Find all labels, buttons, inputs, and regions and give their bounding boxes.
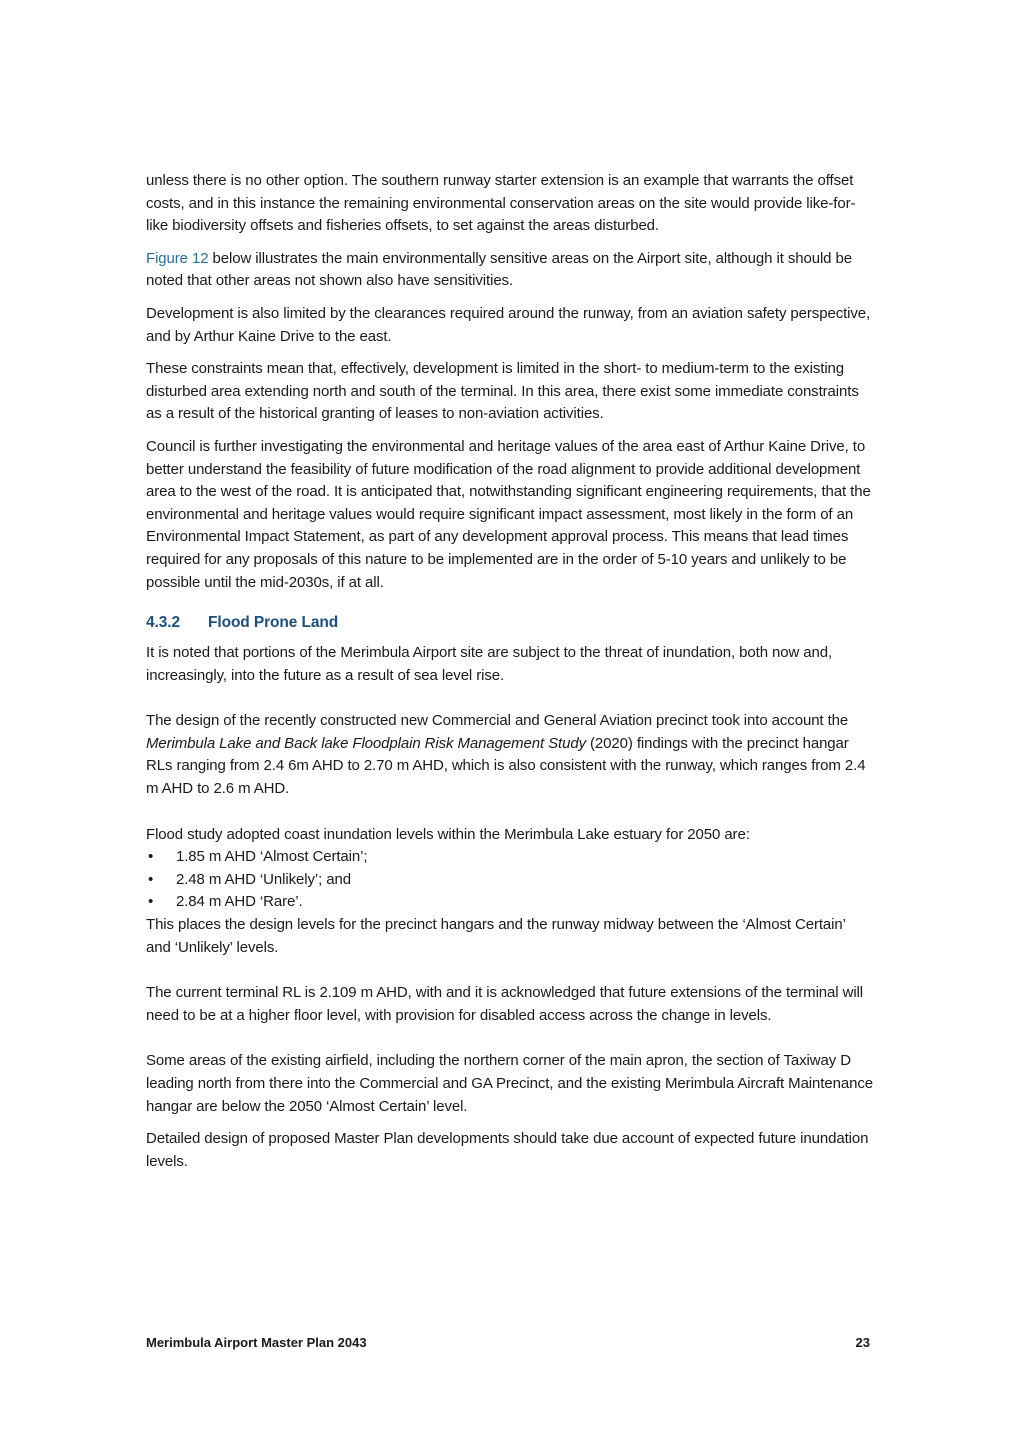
paragraph-detailed-design: Detailed design of proposed Master Plan developments should take due account of expected future inundation levels. <box>146 1130 869 1170</box>
footer-document-title: Merimbula Airport Master Plan 2043 <box>146 1335 367 1350</box>
page-footer <box>146 1335 870 1350</box>
paragraph-terminal-rl: The current terminal RL is 2.109 m AHD, with and it is acknowledged that future extensions of the terminal will need to be at a higher floor level, with provision for disabled access across the change in levels. <box>146 984 864 1024</box>
precinct-design-text-a: The design of the recently constructed new Commercial and General Aviation precinct took into account the <box>146 712 849 730</box>
paragraph-figure-reference <box>146 248 874 293</box>
figure-reference-text: below illustrates the main environmentally sensitive areas on the Airport site, although it should be noted that other areas not shown also have sensitivities. <box>146 249 852 290</box>
section-heading-flood-prone-land <box>146 612 874 634</box>
section-title: Flood Prone Land <box>208 614 339 632</box>
paragraph-inundation-levels-intro: Flood study adopted coast inundation levels within the Merimbula Lake estuary for 2050 are: <box>146 825 750 843</box>
paragraph-council-investigation: Council is further investigating the environmental and heritage values of the area east of Arthur Kaine Drive, to better understand the feasibility of future modification of the road alignment to provide additional development area to the west of the road. It is anticipated that, notwithstanding significant engineering requirements, that the environmental and heritage values would require significant impact assessment, most likely in the form of an Environmental Impact Statement, as part of any development approval process. This means that lead times required for any proposals of this nature to be implemented are in the order of 5-10 years and unlikely to be possible until the mid-2030s, if at all. <box>146 437 871 591</box>
paragraph-inundation-threat: It is noted that portions of the Merimbula Airport site are subject to the threat of inundation, both now and, increasingly, into the future as a result of sea level rise. <box>146 644 833 684</box>
paragraph-offset-costs: unless there is no other option. The southern runway starter extension is an example that warrants the offset costs, and in this instance the remaining environmental conservation areas on the site would provide like-for-like biodiversity offsets and fisheries offsets, to set against the areas disturbed. <box>146 172 856 235</box>
list-item: • 1.85 m AHD ‘Almost Certain’; <box>146 846 874 869</box>
inundation-levels-list <box>146 846 874 914</box>
footer-page-number: 23 <box>855 1335 870 1350</box>
list-item: • 2.48 m AHD ‘Unlikely’; and <box>146 869 874 892</box>
paragraph-constraints: These constraints mean that, effectively, development is limited in the short- to medium-term to the existing disturbed area extending north and south of the terminal. In this area, there exist some immediate constraints as a result of the historical granting of leases to non-aviation activities. <box>146 360 859 423</box>
figure-12-link[interactable]: Figure 12 <box>146 249 209 267</box>
list-item: • 2.84 m AHD ‘Rare’. <box>146 891 874 914</box>
paragraph-design-levels: This places the design levels for the precinct hangars and the runway midway between the ‘Almost Certain’ and ‘Unlikely’ levels. <box>146 916 846 956</box>
paragraph-precinct-design <box>146 710 874 800</box>
precinct-design-text-b: (2020) findings with the precinct hangar RLs ranging from 2.4 6m AHD to 2.70 m AHD, which is also consistent with the runway, which ranges from 2.4 m AHD to 2.6 m AHD. <box>146 734 866 798</box>
floodplain-study-title: Merimbula Lake and Back lake Floodplain Risk Management Study <box>146 734 586 752</box>
section-number: 4.3.2 <box>146 614 180 632</box>
paragraph-areas-below-level: Some areas of the existing airfield, including the northern corner of the main apron, the section of Taxiway D leading north from there into the Commercial and GA Precinct, and the existing Merimbula Aircraft Maintenance hangar are below the 2050 ‘Almost Certain’ level. <box>146 1052 873 1115</box>
paragraph-runway-clearances: Development is also limited by the clearances required around the runway, from an aviation safety perspective, and by Arthur Kaine Drive to the east. <box>146 304 871 345</box>
page-body <box>146 170 874 1183</box>
